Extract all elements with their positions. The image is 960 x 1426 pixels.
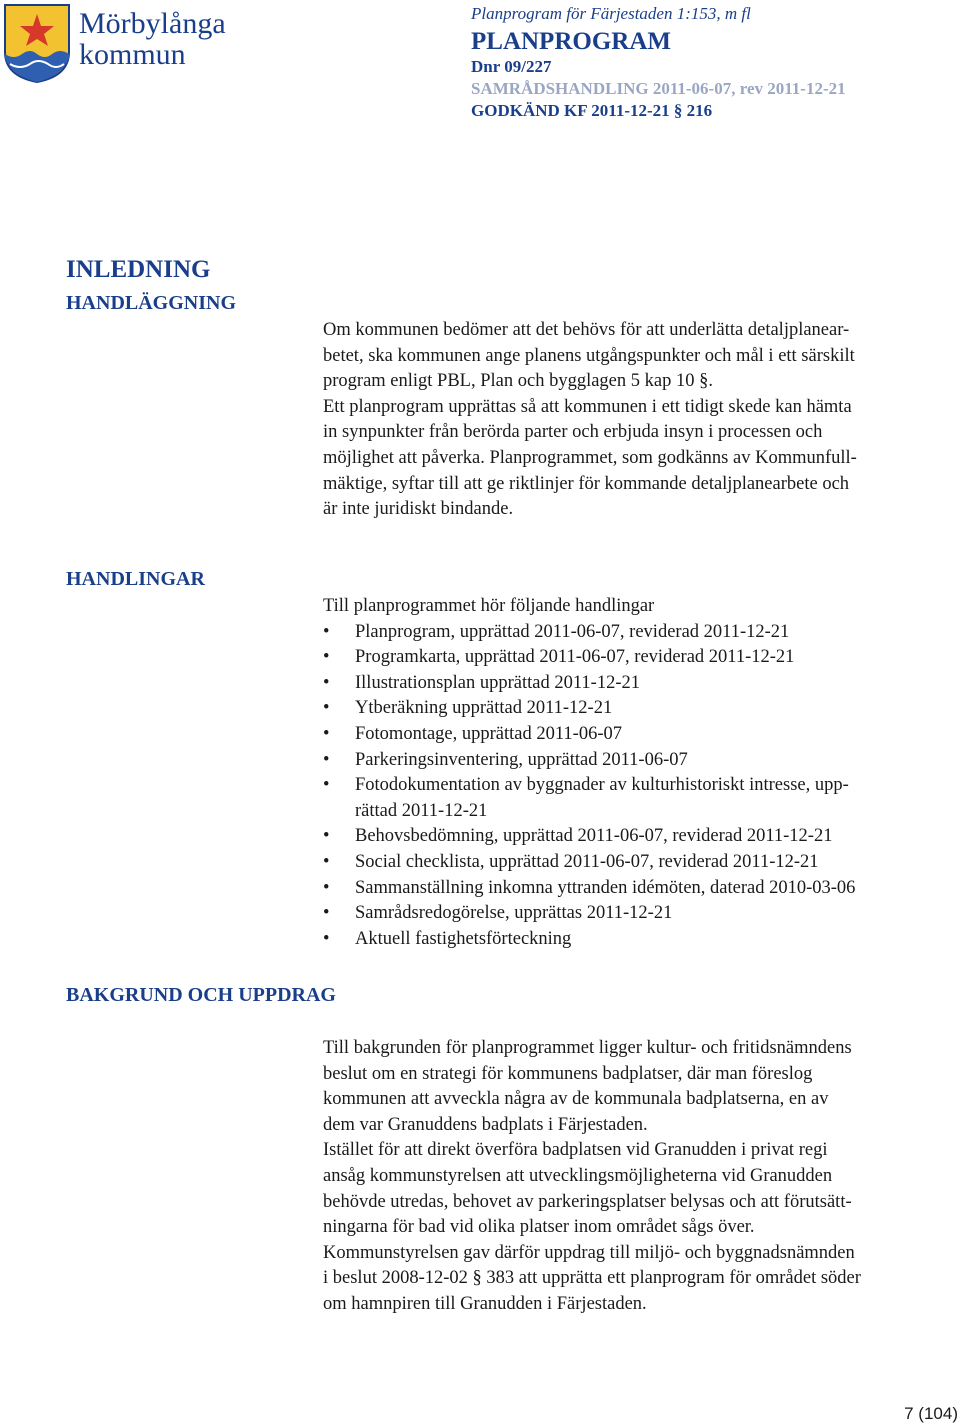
text-line: är inte juridiskt bindande. [323, 499, 514, 520]
text-line: program enligt PBL, Plan och bygglagen 5 kap 10 §. [323, 371, 713, 392]
bullet-icon: • [323, 723, 330, 744]
text-line: möjlighet att påverka. Planprogrammet, som godkänns av Kommunfull- [323, 447, 857, 468]
bullet-icon: • [323, 903, 330, 924]
bullet-icon: • [323, 672, 330, 693]
list-item-text: Fotodokumentation av byggnader av kulturhistoriskt intresse, upp- [355, 775, 849, 796]
text-line: beslut om en strategi för kommunens badplatser, där man föreslog [323, 1063, 813, 1084]
bullet-icon: • [323, 698, 330, 719]
text-line: Om kommunen bedömer att det behövs för att underlätta detaljplanear- [323, 320, 850, 340]
list-item [323, 876, 960, 902]
diary-number: Dnr 09/227 [471, 57, 552, 76]
handlingar-intro [323, 594, 960, 620]
list-item [323, 748, 960, 774]
text-line: in synpunkter från berörda parter och erbjuda insyn i processen och [323, 422, 823, 443]
list-item [323, 722, 960, 748]
heading-handlingar: HANDLINGAR [66, 568, 205, 590]
list-item-text: Social checklista, upprättad 2011-06-07, reviderad 2011-12-21 [355, 851, 819, 872]
handlaggning-paragraph [323, 318, 960, 523]
list-item-text: Ytberäkning upprättad 2011-12-21 [355, 698, 613, 719]
list-item [323, 773, 960, 824]
list-item-text: Sammanställning inkomna yttranden idémöten, daterad 2010-03-06 [355, 877, 856, 898]
bullet-icon: • [323, 851, 330, 872]
document-subtitle: Planprogram för Färjestaden 1:153, m fl [471, 4, 751, 23]
handlingar-list [323, 620, 960, 953]
text-line: Till planprogrammet hör följande handlingar [323, 596, 655, 616]
text-line: Istället för att direkt överföra badplatsen vid Granudden i privat regi [323, 1140, 828, 1161]
bakgrund-paragraph [323, 1036, 960, 1318]
text-line: dem var Granuddens badplats i Färjestaden. [323, 1114, 648, 1135]
text-line: i beslut 2008-12-02 § 383 att upprätta ett planprogram för området söder [323, 1268, 861, 1289]
list-item [323, 901, 960, 927]
municipality-name-line1: Mörbylånga [79, 7, 226, 40]
bullet-icon: • [323, 647, 330, 668]
list-item-text: Aktuell fastighetsförteckning [355, 928, 572, 949]
heading-inledning: INLEDNING [66, 256, 211, 283]
municipality-name-line2: kommun [79, 38, 186, 71]
crest-icon [2, 2, 72, 84]
list-item-text: Parkeringsinventering, upprättad 2011-06-07 [355, 749, 688, 770]
text-line: kommunen att avveckla några av de kommunala badplatserna, en av [323, 1089, 829, 1110]
list-item [323, 696, 960, 722]
text-line: ansåg kommunstyrelsen att utvecklingsmöjligheterna vid Granudden [323, 1165, 833, 1186]
bullet-icon: • [323, 775, 330, 796]
list-item [323, 620, 960, 646]
bullet-icon: • [323, 621, 330, 642]
consultation-status: SAMRÅDSHANDLING 2011-06-07, rev 2011-12-21 [471, 79, 846, 98]
heading-bakgrund: BAKGRUND OCH UPPDRAG [66, 984, 336, 1006]
heading-handlaggning: HANDLÄGGNING [66, 292, 237, 314]
text-line: Till bakgrunden för planprogrammet ligger kultur- och fritidsnämndens [323, 1038, 852, 1058]
text-line: ningarna för bad vid olika platser inom området sågs över. [323, 1217, 755, 1238]
list-item [323, 850, 960, 876]
list-item [323, 671, 960, 697]
bullet-icon: • [323, 749, 330, 770]
list-item [323, 824, 960, 850]
bullet-icon: • [323, 928, 330, 949]
page-number: 7 (104) [904, 1404, 958, 1423]
list-item-text: rättad 2011-12-21 [355, 800, 488, 821]
text-line: mäktige, syftar till att ge riktlinjer för kommande detaljplanearbete och [323, 473, 850, 494]
text-line: Ett planprogram upprättas så att kommunen i ett tidigt skede kan hämta [323, 396, 852, 417]
bullet-icon: • [323, 877, 330, 898]
list-item-text: Fotomontage, upprättad 2011-06-07 [355, 723, 623, 744]
text-line: behövde utredas, behovet av parkeringsplatser belysas och att förutsätt- [323, 1191, 852, 1212]
list-item-text: Behovsbedömning, upprättad 2011-06-07, reviderad 2011-12-21 [355, 826, 833, 847]
list-item-text: Samrådsredogörelse, upprättas 2011-12-21 [355, 903, 673, 924]
list-item [323, 645, 960, 671]
municipality-crest-logo [2, 2, 72, 84]
text-line: om hamnpiren till Granudden i Färjestaden. [323, 1293, 647, 1314]
text-line: betet, ska kommunen ange planens utgångspunkter och mål i ett särskilt [323, 345, 855, 366]
list-item [323, 927, 960, 953]
bullet-icon: • [323, 826, 330, 847]
text-line: Kommunstyrelsen gav därför uppdrag till miljö- och byggnadsnämnden [323, 1242, 855, 1263]
approval-status: GODKÄND KF 2011-12-21 § 216 [471, 101, 713, 120]
list-item-text: Programkarta, upprättad 2011-06-07, reviderad 2011-12-21 [355, 647, 795, 668]
document-title: PLANPROGRAM [471, 28, 671, 55]
list-item-text: Illustrationsplan upprättad 2011-12-21 [355, 672, 640, 693]
list-item-text: Planprogram, upprättad 2011-06-07, reviderad 2011-12-21 [355, 621, 790, 642]
